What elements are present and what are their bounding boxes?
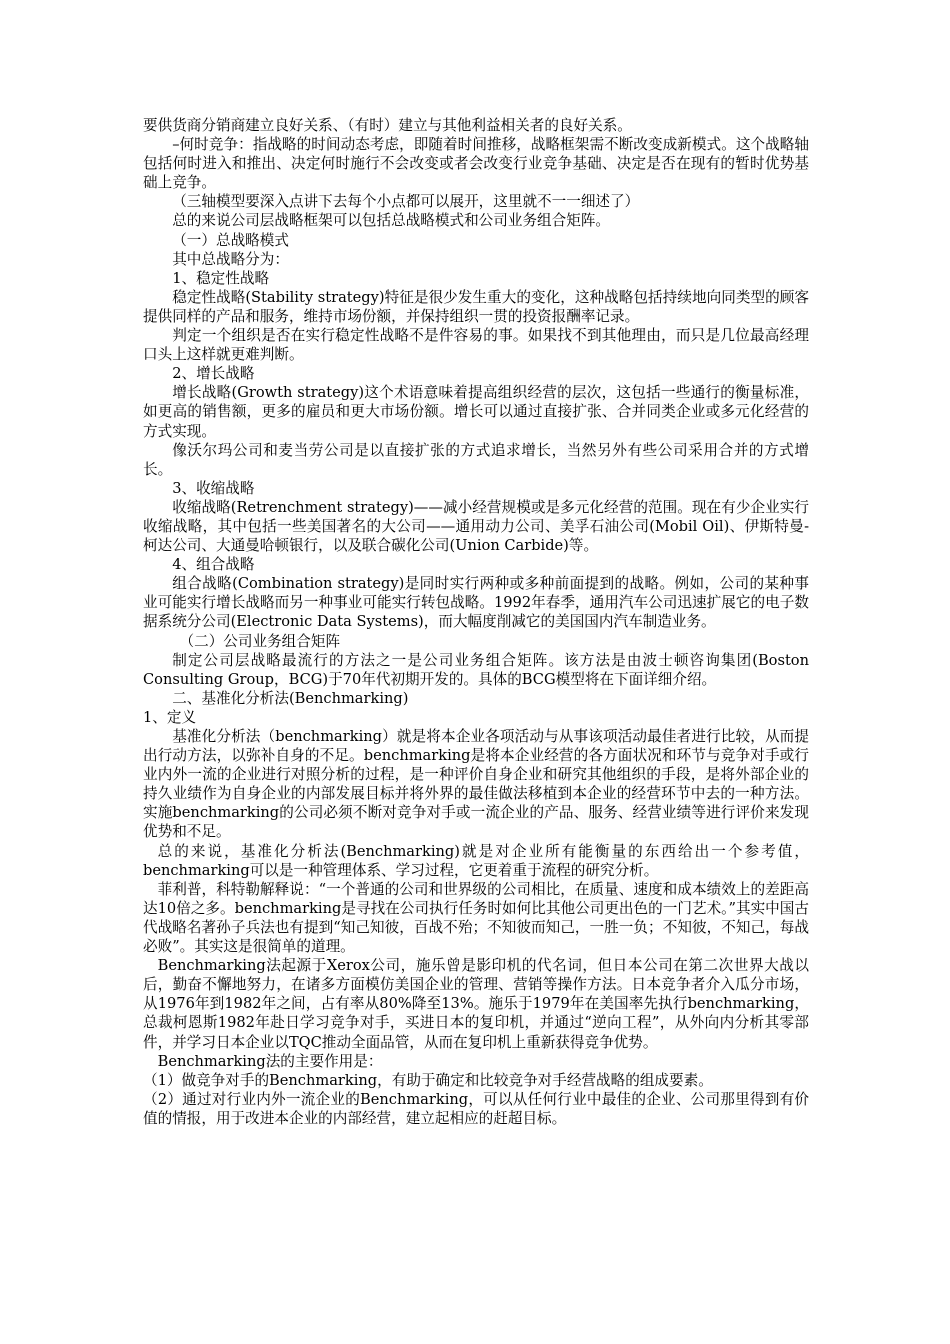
document-page: [143, 116, 809, 1128]
subsection-heading: 4、组合战略: [172, 556, 255, 574]
subsection-heading: 1、定义: [143, 708, 197, 726]
chapter-heading: 二、基准化分析法(Benchmarking): [172, 689, 409, 707]
paragraph: 判定一个组织是否在实行稳定性战略不是件容易的事。如果找不到其他理由，而只是几位最高经理口头上这样就更难判断。: [143, 327, 809, 364]
paragraph: Benchmarking法的主要作用是：: [157, 1052, 383, 1070]
paragraph: 增长战略(Growth strategy)这个术语意味着提高组织经营的层次，这包括一些通行的衡量标准，如更高的销售额，更多的雇员和更大市场份额。增长可以通过直接扩张、合并同类企业或多元化经营的方式实现。: [143, 384, 809, 440]
paragraph: 稳定性战略(Stability strategy)特征是很少发生重大的变化，这种战略包括持续地向同类型的顾客提供同样的产品和服务，维持市场份额，并保持组织一贯的投资报酬率记录。: [143, 288, 809, 325]
paragraph: Benchmarking法起源于Xerox公司，施乐曾是影印机的代名词，但日本公司在第二次世界大战以后，勤奋不懈地努力，在诸多方面模仿美国企业的管理、营销等操作方法。日本竞争者介入瓜分市场，从1976年到1982年之间，占有率从80%降至13%。施乐于1979年在美国率先执行benchmarking，总裁柯恩斯1982年赴日学习竞争对手，买进日本的复印机，并通过“逆向工程”，从外向内分析其零部件，并学习日本企业以TQC推动全面品管，从而在复印机上重新获得竞争优势。: [143, 957, 809, 1051]
paragraph: 其中总战略分为：: [172, 250, 289, 268]
paragraph: 基准化分析法（benchmarking）就是将本企业各项活动与从事该项活动最佳者进行比较，从而提出行动方法，以弥补自身的不足。benchmarking是将本企业经营的各方面状况和环节与竞争对手或行业内外一流的企业进行对照分析的过程，是一种评价自身企业和研究其他组织的手段，是将外部企业的持久业绩作为自身企业的内部发展目标并将外界的最佳做法移植到本企业的经营环节中去的一种方法。实施benchmarking的公司必须不断对竞争对手或一流企业的产品、服务、经营业绩等进行评价来发现优势和不足。: [143, 728, 809, 841]
subsection-heading: 1、稳定性战略: [172, 269, 270, 287]
paragraph: 组合战略(Combination strategy)是同时实行两种或多种前面提到的战略。例如，公司的某种事业可能实行增长战略而另一种事业可能实行转包战略。1992年春季，通用汽车公司迅速扩展它的电子数据系统分公司(Electronic Data Systems)，而大幅度削减它的美国国内汽车制造业务。: [143, 575, 809, 631]
subsection-heading: 3、收缩战略: [172, 479, 255, 497]
paragraph: –何时竞争：指战略的时间动态考虑，即随着时间推移，战略框架需不断改变成新模式。这个战略轴包括何时进入和推出、决定何时施行不会改变或者会改变行业竞争基础、决定是否在现有的暂时优势基础上竞争。: [143, 136, 809, 192]
section-heading: （二）公司业务组合矩阵: [179, 632, 341, 650]
paragraph: 像沃尔玛公司和麦当劳公司是以直接扩张的方式追求增长，当然另外有些公司采用合并的方式增长。: [143, 441, 809, 478]
paragraph: 总的来说公司层战略框架可以包括总战略模式和公司业务组合矩阵。: [172, 212, 611, 230]
paragraph: 总的来说，基准化分析法(Benchmarking)就是对企业所有能衡量的东西给出一个参考值，benchmarking可以是一种管理体系、学习过程，它更着重于流程的研究分析。: [143, 842, 809, 879]
section-heading: （一）总战略模式: [172, 231, 289, 249]
paragraph: 要供货商分销商建立良好关系、（有时）建立与其他利益相关者的良好关系。: [143, 117, 632, 134]
paragraph: （三轴模型要深入点讲下去每个小点都可以展开，这里就不一一细述了）: [172, 193, 640, 211]
paragraph: 收缩战略(Retrenchment strategy)——减小经营规模或是多元化经营的范围。现在有少企业实行收缩战略，其中包括一些美国著名的大公司——通用动力公司、美孚石油公司(Mobil Oil)、伊斯特曼-柯达公司、大通曼哈顿银行，以及联合碳化公司(Union Carbide)等。: [143, 498, 809, 555]
subsection-heading: 2、增长战略: [172, 365, 255, 383]
list-item: （2）通过对行业内外一流企业的Benchmarking，可以从任何行业中最佳的企业、公司那里得到有价值的情报，用于改进本企业的内部经营，建立起相应的赶超目标。: [143, 1090, 809, 1127]
paragraph: 菲利普，科特勒解释说：“一个普通的公司和世界级的公司相比，在质量、速度和成本绩效上的差距高达10倍之多。benchmarking是寻找在公司执行任务时如何比其他公司更出色的一门艺术。”其实中国古代战略名著孙子兵法也有提到“知己知彼，百战不殆；不知彼而知己，一胜一负；不知彼，不知己，每战必败”。其实这是很简单的道理。: [143, 880, 809, 956]
list-item: （1）做竞争对手的Benchmarking，有助于确定和比较竞争对手经营战略的组成要素。: [143, 1071, 713, 1089]
paragraph: 制定公司层战略最流行的方法之一是公司业务组合矩阵。该方法是由波士顿咨询集团(Boston Consulting Group，BCG)于70年代初期开发的。具体的BCG模型将在下面详细介绍。: [143, 651, 809, 688]
